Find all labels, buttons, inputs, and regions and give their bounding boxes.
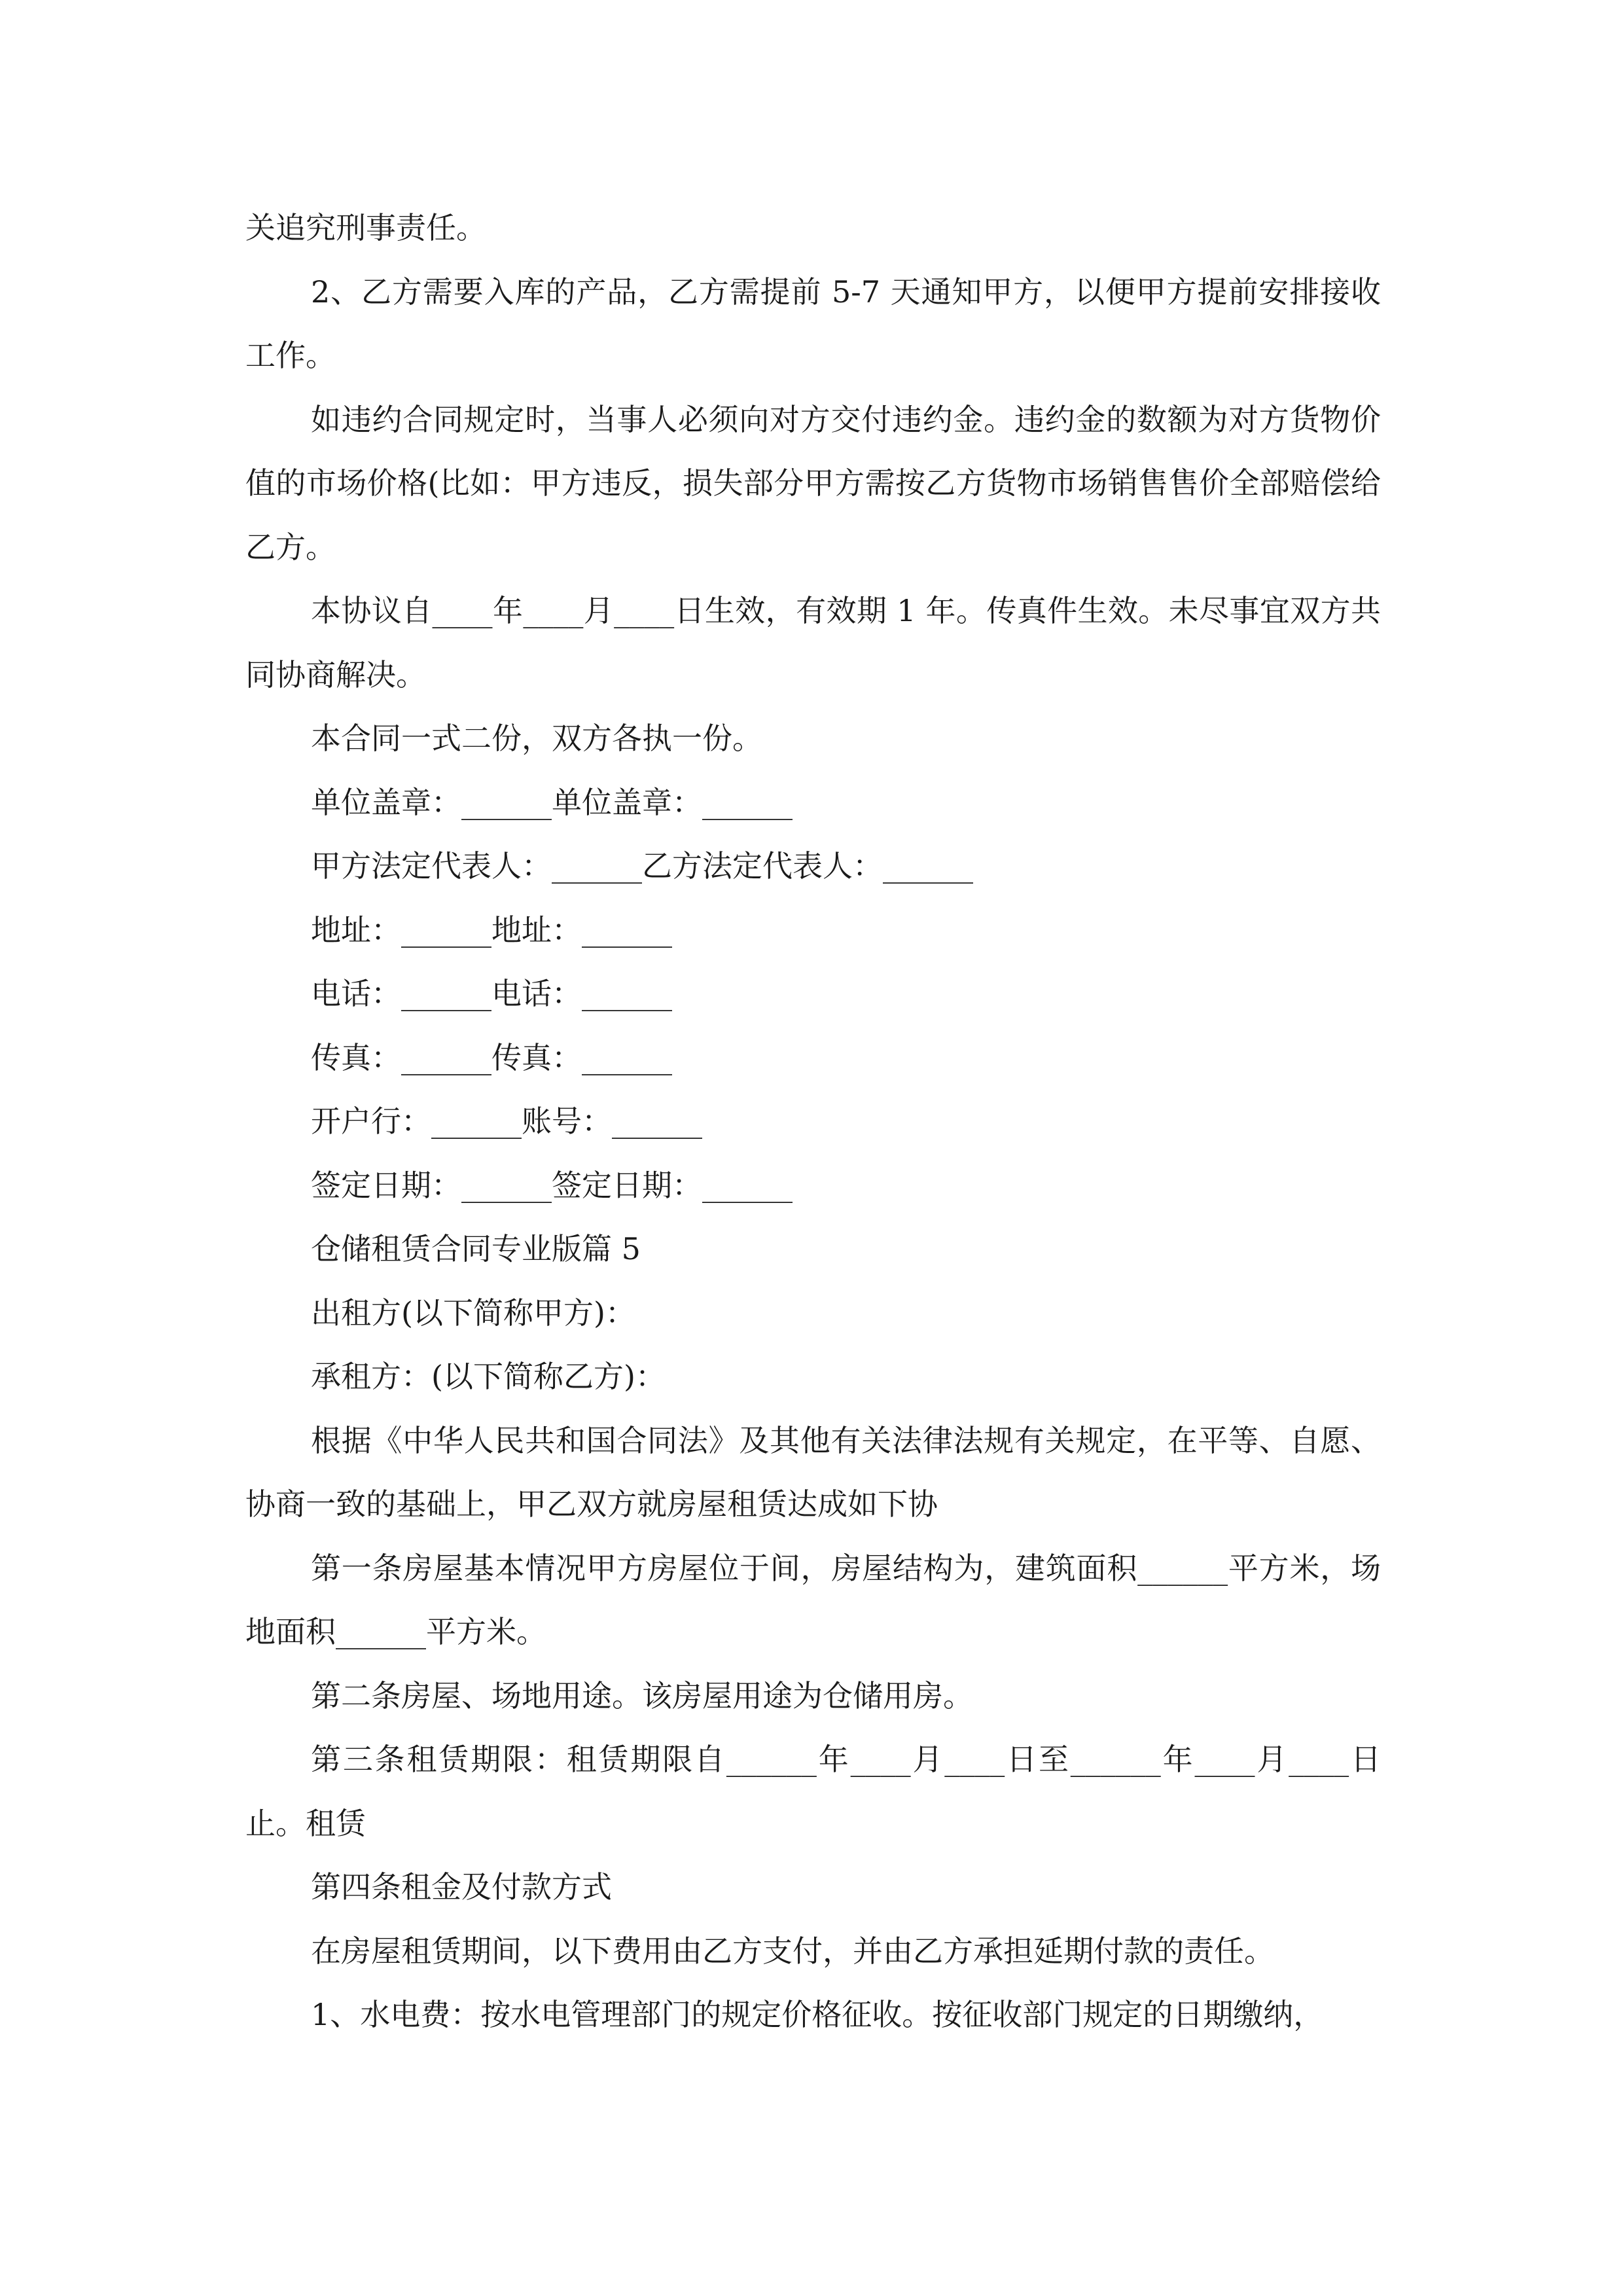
paragraph: 第一条房屋基本情况甲方房屋位于间，房屋结构为，建筑面积______平方米，场地面积______平方米。 [245, 1550, 1381, 1649]
paragraph: 本合同一式二份，双方各执一份。 [311, 721, 762, 756]
signature-line: 开户行：______账号：______ [311, 1103, 702, 1139]
signature-line: 单位盖章：______单位盖章：______ [311, 784, 793, 820]
signature-line: 地址：______地址：______ [311, 912, 672, 948]
paragraph: 在房屋租赁期间，以下费用由乙方支付，并由乙方承担延期付款的责任。 [311, 1933, 1274, 1969]
paragraph: 根据《中华人民共和国合同法》及其他有关法律法规有关规定，在平等、自愿、协商一致的基础上，甲乙双方就房屋租赁达成如下协 [245, 1422, 1381, 1522]
paragraph: 第三条租赁期限：租赁期限自______年____月____日至______年____月____日止。租赁 [245, 1742, 1381, 1841]
paragraph: 如违约合同规定时，当事人必须向对方交付违约金。违约金的数额为对方货物价值的市场价格(比如：甲方违反，损失部分甲方需按乙方货物市场销售售价全部赔偿给乙方。 [245, 401, 1381, 565]
signature-line: 传真：______传真：______ [311, 1039, 672, 1075]
section-heading: 仓储租赁合同专业版篇 5 [311, 1231, 641, 1266]
paragraph: 第四条租金及付款方式 [311, 1869, 612, 1905]
paragraph: 1、水电费：按水电管理部门的规定价格征收。按征收部门规定的日期缴纳， [311, 1997, 1324, 2032]
document-body [245, 196, 1381, 2047]
signature-line: 甲方法定代表人：______乙方法定代表人：______ [311, 848, 973, 884]
paragraph: 承租方：(以下简称乙方)： [311, 1359, 666, 1394]
paragraph: 第二条房屋、场地用途。该房屋用途为仓储用房。 [311, 1677, 973, 1713]
paragraph: 关追究刑事责任。 [245, 210, 486, 245]
paragraph: 本协议自____年____月____日生效，有效期 1 年。传真件生效。未尽事宜双方共同协商解决。 [245, 593, 1381, 692]
signature-line: 电话：______电话：______ [311, 976, 672, 1011]
signature-line: 签定日期：______签定日期：______ [311, 1167, 793, 1203]
paragraph: 2、乙方需要入库的产品，乙方需提前 5-7 天通知甲方，以便甲方提前安排接收工作。 [245, 274, 1381, 373]
paragraph: 出租方(以下简称甲方)： [311, 1295, 635, 1331]
